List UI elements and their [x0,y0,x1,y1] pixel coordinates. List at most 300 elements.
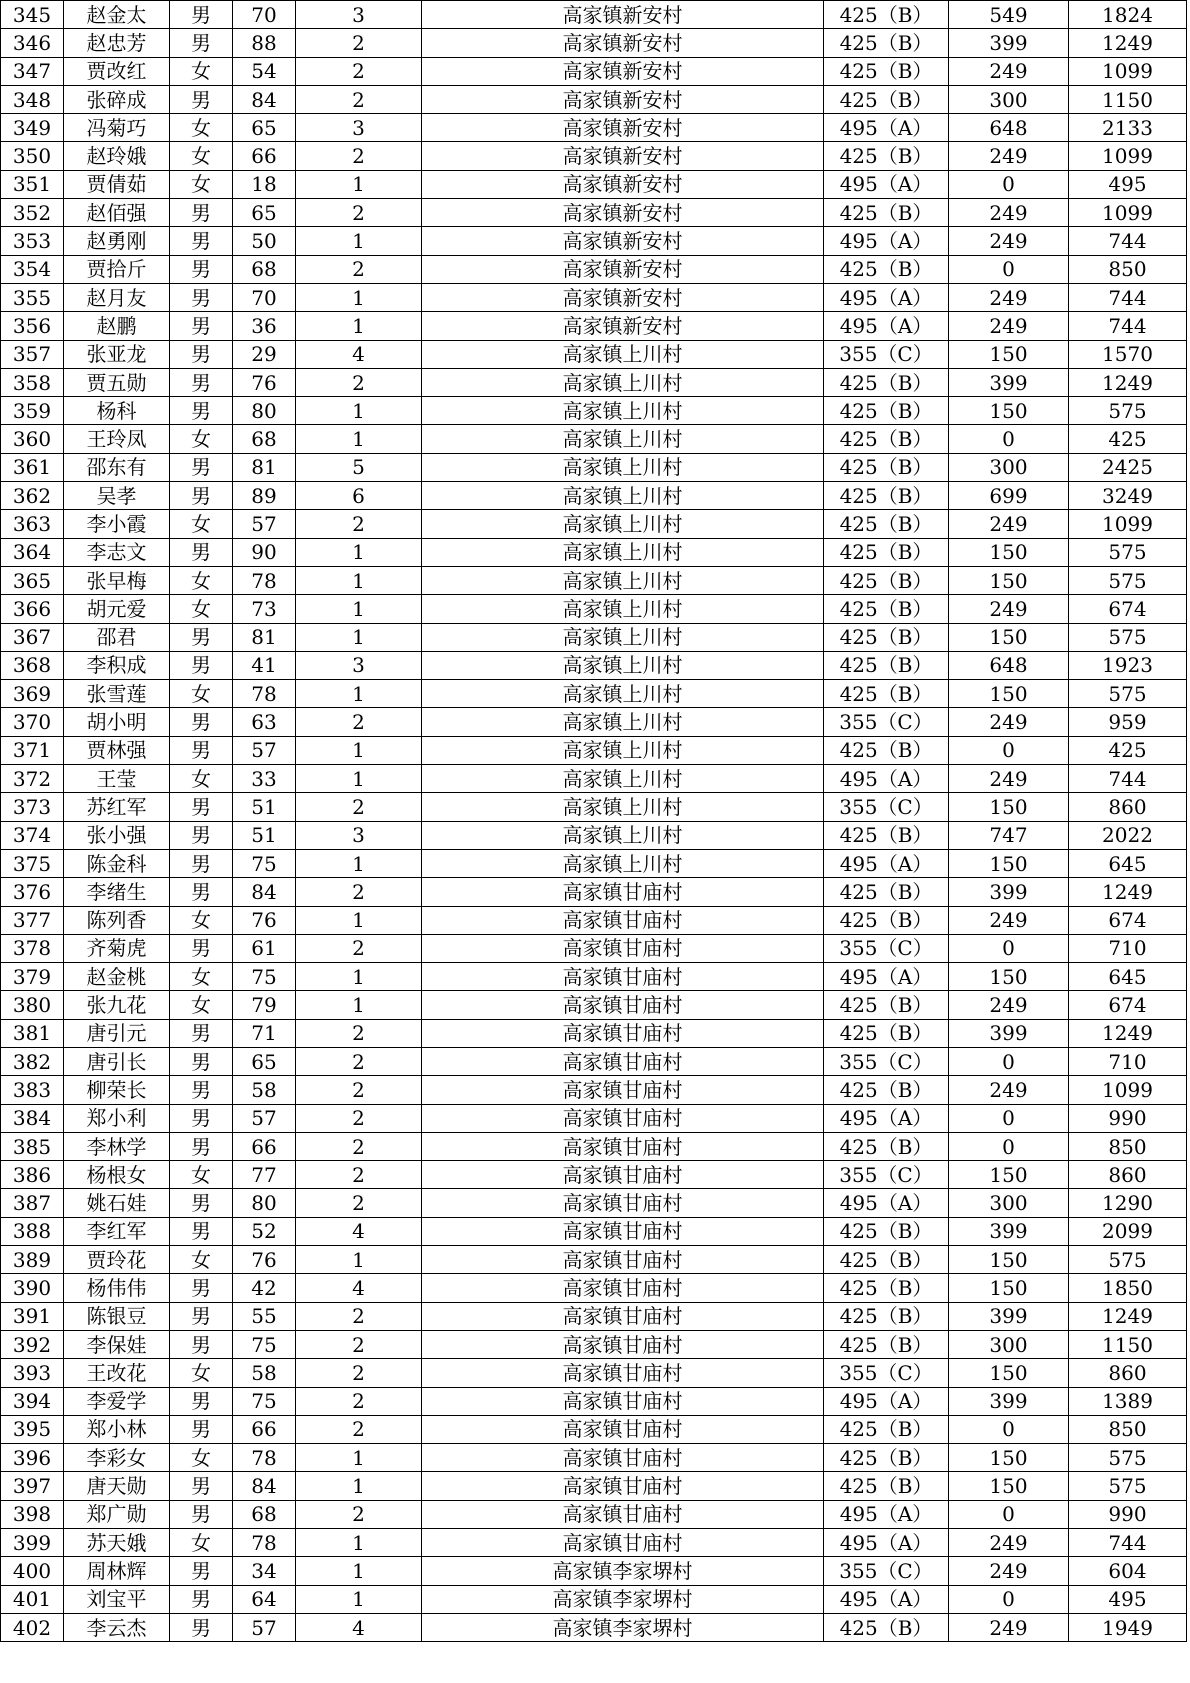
standard-cell: 425（B） [824,453,949,481]
household-size-cell: 1 [296,1246,422,1274]
seq-number-cell: 350 [1,142,64,170]
age-cell: 79 [233,991,296,1019]
table-row [1,1161,1187,1189]
household-size-cell: 2 [296,57,422,85]
name-cell: 郑小林 [64,1415,170,1443]
seq-number-cell: 352 [1,199,64,227]
household-size-cell: 4 [296,1217,422,1245]
table-row [1,595,1187,623]
village-cell: 高家镇甘庙村 [422,878,824,906]
village-cell: 高家镇新安村 [422,1,824,29]
village-cell: 高家镇李家堺村 [422,1613,824,1641]
gender-cell: 女 [170,595,233,623]
gender-cell: 男 [170,340,233,368]
subsidy-cell: 0 [949,255,1069,283]
name-cell: 周林辉 [64,1557,170,1585]
age-cell: 18 [233,170,296,198]
table-row [1,1246,1187,1274]
age-cell: 29 [233,340,296,368]
gender-cell: 男 [170,1302,233,1330]
subsidy-cell: 0 [949,1104,1069,1132]
table-row [1,623,1187,651]
seq-number-cell: 382 [1,1047,64,1075]
subsidy-cell: 150 [949,849,1069,877]
age-cell: 66 [233,1132,296,1160]
table-row [1,114,1187,142]
subsidy-cell: 150 [949,680,1069,708]
household-size-cell: 2 [296,1415,422,1443]
subsidy-cell: 0 [949,1415,1069,1443]
seq-number-cell: 357 [1,340,64,368]
seq-number-cell: 374 [1,821,64,849]
table-row [1,708,1187,736]
subsidy-cell: 150 [949,340,1069,368]
standard-cell: 355（C） [824,708,949,736]
age-cell: 33 [233,765,296,793]
subsidy-cell: 399 [949,368,1069,396]
total-cell: 744 [1069,1529,1187,1557]
household-size-cell: 2 [296,934,422,962]
age-cell: 73 [233,595,296,623]
age-cell: 41 [233,651,296,679]
seq-number-cell: 390 [1,1274,64,1302]
seq-number-cell: 363 [1,510,64,538]
total-cell: 1099 [1069,199,1187,227]
gender-cell: 女 [170,1529,233,1557]
name-cell: 吴孝 [64,482,170,510]
table-row [1,199,1187,227]
standard-cell: 425（B） [824,397,949,425]
standard-cell: 425（B） [824,821,949,849]
seq-number-cell: 388 [1,1217,64,1245]
name-cell: 贾倩茹 [64,170,170,198]
household-size-cell: 1 [296,1472,422,1500]
seq-number-cell: 376 [1,878,64,906]
table-row [1,1500,1187,1528]
age-cell: 65 [233,114,296,142]
name-cell: 赵月友 [64,283,170,311]
standard-cell: 425（B） [824,255,949,283]
household-size-cell: 2 [296,1104,422,1132]
name-cell: 李绪生 [64,878,170,906]
village-cell: 高家镇新安村 [422,29,824,57]
standard-cell: 425（B） [824,1415,949,1443]
village-cell: 高家镇甘庙村 [422,934,824,962]
name-cell: 郑广勋 [64,1500,170,1528]
gender-cell: 男 [170,397,233,425]
seq-number-cell: 351 [1,170,64,198]
subsidy-cell: 249 [949,1529,1069,1557]
age-cell: 65 [233,199,296,227]
subsidy-cell: 648 [949,651,1069,679]
total-cell: 2133 [1069,114,1187,142]
table-row [1,1415,1187,1443]
total-cell: 959 [1069,708,1187,736]
standard-cell: 355（C） [824,1557,949,1585]
standard-cell: 425（B） [824,85,949,113]
household-size-cell: 2 [296,1076,422,1104]
table-row [1,680,1187,708]
standard-cell: 495（A） [824,312,949,340]
village-cell: 高家镇上川村 [422,736,824,764]
village-cell: 高家镇甘庙村 [422,1444,824,1472]
subsidy-cell: 747 [949,821,1069,849]
table-row [1,1613,1187,1641]
total-cell: 604 [1069,1557,1187,1585]
subsidy-cell: 249 [949,595,1069,623]
subsidy-cell: 249 [949,57,1069,85]
name-cell: 李云杰 [64,1613,170,1641]
table-row [1,1047,1187,1075]
table-row [1,566,1187,594]
gender-cell: 女 [170,425,233,453]
gender-cell: 男 [170,878,233,906]
village-cell: 高家镇甘庙村 [422,906,824,934]
age-cell: 63 [233,708,296,736]
standard-cell: 495（A） [824,227,949,255]
seq-number-cell: 399 [1,1529,64,1557]
seq-number-cell: 373 [1,793,64,821]
age-cell: 54 [233,57,296,85]
age-cell: 75 [233,1330,296,1358]
seq-number-cell: 398 [1,1500,64,1528]
subsidy-cell: 300 [949,85,1069,113]
name-cell: 张早梅 [64,566,170,594]
name-cell: 贾拾斤 [64,255,170,283]
seq-number-cell: 362 [1,482,64,510]
village-cell: 高家镇上川村 [422,425,824,453]
total-cell: 3249 [1069,482,1187,510]
village-cell: 高家镇甘庙村 [422,963,824,991]
household-size-cell: 1 [296,1585,422,1613]
subsidy-cell: 150 [949,1274,1069,1302]
standard-cell: 425（B） [824,991,949,1019]
gender-cell: 女 [170,906,233,934]
name-cell: 杨根女 [64,1161,170,1189]
household-size-cell: 2 [296,199,422,227]
household-size-cell: 2 [296,1387,422,1415]
household-size-cell: 2 [296,1330,422,1358]
subsidy-cell: 699 [949,482,1069,510]
table-row [1,934,1187,962]
age-cell: 57 [233,510,296,538]
seq-number-cell: 380 [1,991,64,1019]
subsidy-cell: 300 [949,1189,1069,1217]
household-size-cell: 4 [296,1613,422,1641]
table-row [1,1,1187,29]
household-size-cell: 2 [296,1132,422,1160]
gender-cell: 男 [170,85,233,113]
village-cell: 高家镇新安村 [422,57,824,85]
age-cell: 75 [233,849,296,877]
seq-number-cell: 379 [1,963,64,991]
table-row [1,368,1187,396]
seq-number-cell: 392 [1,1330,64,1358]
table-row [1,170,1187,198]
name-cell: 王莹 [64,765,170,793]
table-row [1,538,1187,566]
table-row [1,255,1187,283]
total-cell: 1249 [1069,29,1187,57]
table-body [1,1,1187,1642]
standard-cell: 495（A） [824,1500,949,1528]
standard-cell: 425（B） [824,595,949,623]
age-cell: 65 [233,1047,296,1075]
household-size-cell: 1 [296,736,422,764]
age-cell: 80 [233,397,296,425]
village-cell: 高家镇甘庙村 [422,1246,824,1274]
table-row [1,1189,1187,1217]
village-cell: 高家镇上川村 [422,708,824,736]
gender-cell: 男 [170,1047,233,1075]
village-cell: 高家镇新安村 [422,142,824,170]
seq-number-cell: 397 [1,1472,64,1500]
household-size-cell: 1 [296,566,422,594]
gender-cell: 女 [170,57,233,85]
seq-number-cell: 385 [1,1132,64,1160]
total-cell: 1099 [1069,510,1187,538]
gender-cell: 男 [170,1415,233,1443]
name-cell: 赵勇刚 [64,227,170,255]
name-cell: 赵玲娥 [64,142,170,170]
household-size-cell: 1 [296,680,422,708]
seq-number-cell: 377 [1,906,64,934]
subsidy-cell: 0 [949,1132,1069,1160]
gender-cell: 女 [170,963,233,991]
name-cell: 赵佰强 [64,199,170,227]
table-row [1,142,1187,170]
seq-number-cell: 387 [1,1189,64,1217]
seq-number-cell: 361 [1,453,64,481]
table-row [1,1557,1187,1585]
total-cell: 1290 [1069,1189,1187,1217]
gender-cell: 男 [170,821,233,849]
subsidy-cell: 0 [949,425,1069,453]
village-cell: 高家镇甘庙村 [422,1274,824,1302]
gender-cell: 男 [170,1500,233,1528]
table-row [1,849,1187,877]
village-cell: 高家镇上川村 [422,510,824,538]
standard-cell: 425（B） [824,906,949,934]
village-cell: 高家镇李家堺村 [422,1557,824,1585]
name-cell: 胡小明 [64,708,170,736]
table-row [1,1585,1187,1613]
name-cell: 唐引元 [64,1019,170,1047]
gender-cell: 男 [170,1019,233,1047]
table-row [1,227,1187,255]
standard-cell: 495（A） [824,1529,949,1557]
household-size-cell: 2 [296,255,422,283]
table-row [1,397,1187,425]
total-cell: 1389 [1069,1387,1187,1415]
seq-number-cell: 353 [1,227,64,255]
seq-number-cell: 345 [1,1,64,29]
standard-cell: 355（C） [824,1047,949,1075]
name-cell: 贾林强 [64,736,170,764]
village-cell: 高家镇上川村 [422,368,824,396]
age-cell: 78 [233,1529,296,1557]
village-cell: 高家镇甘庙村 [422,1132,824,1160]
subsidy-cell: 150 [949,1472,1069,1500]
seq-number-cell: 360 [1,425,64,453]
gender-cell: 男 [170,1189,233,1217]
village-cell: 高家镇甘庙村 [422,1359,824,1387]
seq-number-cell: 355 [1,283,64,311]
seq-number-cell: 384 [1,1104,64,1132]
name-cell: 张雪莲 [64,680,170,708]
age-cell: 52 [233,1217,296,1245]
name-cell: 李爱学 [64,1387,170,1415]
subsidy-cell: 300 [949,1330,1069,1358]
subsidy-cell: 249 [949,283,1069,311]
table-row [1,482,1187,510]
village-cell: 高家镇上川村 [422,453,824,481]
table-row [1,1302,1187,1330]
name-cell: 邵东有 [64,453,170,481]
name-cell: 陈列香 [64,906,170,934]
total-cell: 674 [1069,991,1187,1019]
total-cell: 495 [1069,1585,1187,1613]
age-cell: 76 [233,1246,296,1274]
table-row [1,1076,1187,1104]
gender-cell: 男 [170,453,233,481]
standard-cell: 425（B） [824,1330,949,1358]
seq-number-cell: 367 [1,623,64,651]
name-cell: 赵金太 [64,1,170,29]
subsidy-cell: 249 [949,312,1069,340]
standard-cell: 425（B） [824,142,949,170]
total-cell: 1249 [1069,1019,1187,1047]
household-size-cell: 1 [296,170,422,198]
gender-cell: 女 [170,1444,233,1472]
name-cell: 张碎成 [64,85,170,113]
total-cell: 575 [1069,623,1187,651]
standard-cell: 495（A） [824,1585,949,1613]
table-row [1,1132,1187,1160]
total-cell: 575 [1069,538,1187,566]
standard-cell: 495（A） [824,765,949,793]
gender-cell: 男 [170,1585,233,1613]
standard-cell: 425（B） [824,510,949,538]
standard-cell: 425（B） [824,538,949,566]
gender-cell: 男 [170,793,233,821]
total-cell: 744 [1069,283,1187,311]
seq-number-cell: 368 [1,651,64,679]
village-cell: 高家镇新安村 [422,227,824,255]
village-cell: 高家镇上川村 [422,680,824,708]
gender-cell: 男 [170,1076,233,1104]
standard-cell: 425（B） [824,1019,949,1047]
table-row [1,1274,1187,1302]
age-cell: 66 [233,1415,296,1443]
name-cell: 王改花 [64,1359,170,1387]
total-cell: 710 [1069,1047,1187,1075]
total-cell: 710 [1069,934,1187,962]
standard-cell: 495（A） [824,1104,949,1132]
name-cell: 柳荣长 [64,1076,170,1104]
standard-cell: 425（B） [824,651,949,679]
household-size-cell: 2 [296,1302,422,1330]
village-cell: 高家镇甘庙村 [422,991,824,1019]
table-row [1,963,1187,991]
household-size-cell: 1 [296,1557,422,1585]
name-cell: 赵鹏 [64,312,170,340]
table-row [1,283,1187,311]
total-cell: 1150 [1069,85,1187,113]
age-cell: 75 [233,1387,296,1415]
standard-cell: 425（B） [824,199,949,227]
name-cell: 唐天勋 [64,1472,170,1500]
table-row [1,906,1187,934]
household-size-cell: 2 [296,368,422,396]
household-size-cell: 3 [296,114,422,142]
seq-number-cell: 346 [1,29,64,57]
standard-cell: 425（B） [824,878,949,906]
seq-number-cell: 356 [1,312,64,340]
standard-cell: 425（B） [824,1132,949,1160]
subsidy-cell: 0 [949,736,1069,764]
name-cell: 杨伟伟 [64,1274,170,1302]
gender-cell: 男 [170,227,233,255]
household-size-cell: 1 [296,906,422,934]
total-cell: 575 [1069,680,1187,708]
gender-cell: 女 [170,680,233,708]
household-size-cell: 1 [296,312,422,340]
name-cell: 陈金科 [64,849,170,877]
total-cell: 850 [1069,1132,1187,1160]
total-cell: 1923 [1069,651,1187,679]
subsidy-cell: 300 [949,453,1069,481]
household-size-cell: 2 [296,1161,422,1189]
gender-cell: 女 [170,510,233,538]
table-row [1,1217,1187,1245]
village-cell: 高家镇上川村 [422,765,824,793]
standard-cell: 425（B） [824,482,949,510]
village-cell: 高家镇甘庙村 [422,1330,824,1358]
table-row [1,453,1187,481]
total-cell: 990 [1069,1104,1187,1132]
total-cell: 1150 [1069,1330,1187,1358]
village-cell: 高家镇甘庙村 [422,1104,824,1132]
age-cell: 71 [233,1019,296,1047]
age-cell: 80 [233,1189,296,1217]
standard-cell: 495（A） [824,1189,949,1217]
age-cell: 57 [233,1613,296,1641]
subsidy-cell: 249 [949,1613,1069,1641]
total-cell: 425 [1069,736,1187,764]
total-cell: 860 [1069,1359,1187,1387]
gender-cell: 男 [170,1330,233,1358]
subsidy-cell: 249 [949,199,1069,227]
table-row [1,878,1187,906]
household-size-cell: 1 [296,765,422,793]
age-cell: 84 [233,1472,296,1500]
table-row [1,821,1187,849]
standard-cell: 425（B） [824,680,949,708]
village-cell: 高家镇李家堺村 [422,1585,824,1613]
name-cell: 王玲凤 [64,425,170,453]
household-size-cell: 2 [296,1500,422,1528]
total-cell: 850 [1069,1415,1187,1443]
subsidy-cell: 249 [949,142,1069,170]
seq-number-cell: 383 [1,1076,64,1104]
seq-number-cell: 372 [1,765,64,793]
age-cell: 75 [233,963,296,991]
standard-cell: 425（B） [824,1,949,29]
name-cell: 李彩女 [64,1444,170,1472]
age-cell: 84 [233,85,296,113]
subsidy-cell: 0 [949,1047,1069,1075]
